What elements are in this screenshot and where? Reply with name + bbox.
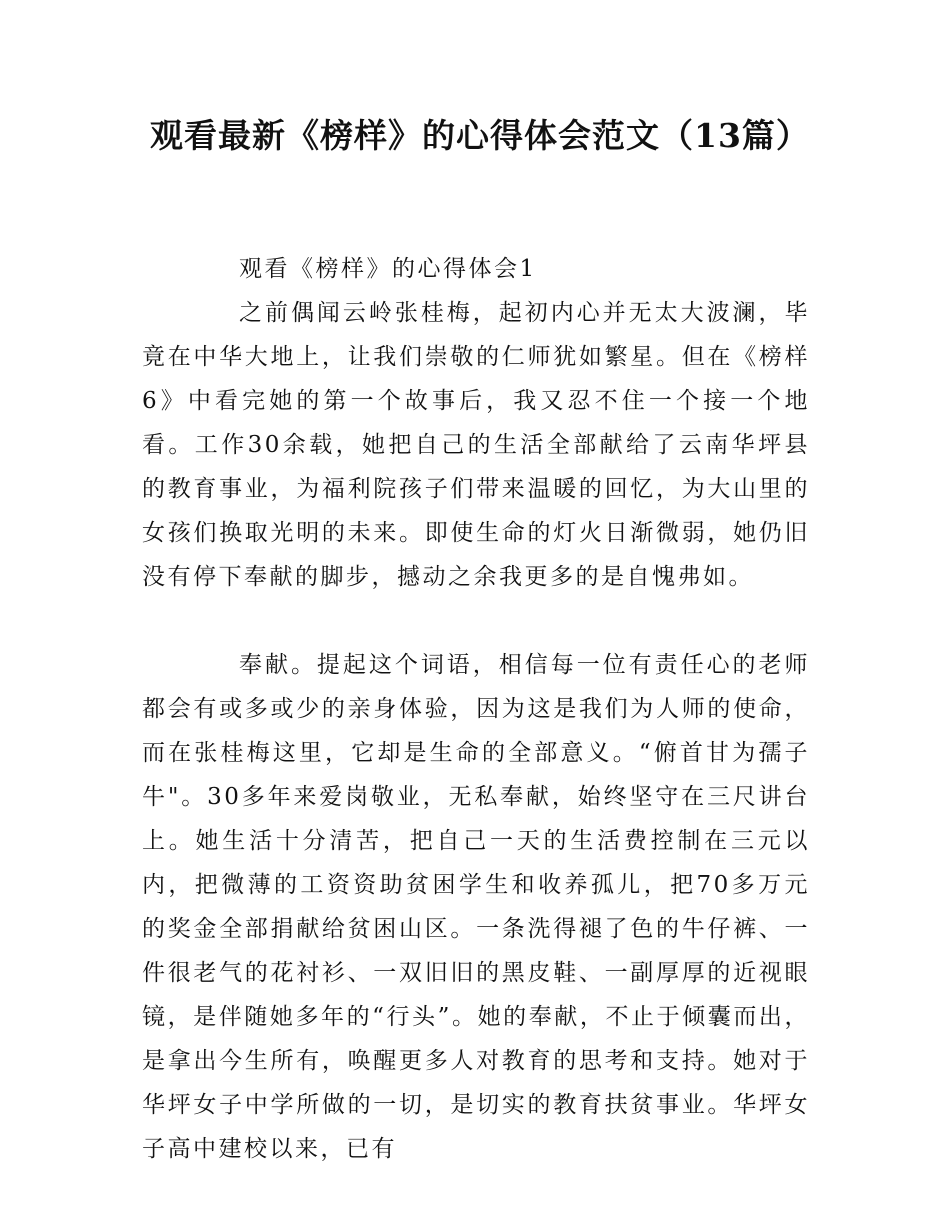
document-title: 观看最新《榜样》的心得体会范文（13篇） — [150, 116, 810, 155]
document-body — [142, 247, 810, 1171]
section-heading: 观看《榜样》的心得体会1 — [239, 256, 537, 282]
paragraph-2: 奉献。提起这个词语，相信每一位有责任心的老师都会有或多或少的亲身体验，因为这是我们为人师的使命，而在张桂梅这里，它却是生命的全部意义。“俯首甘为孺子牛"。30多年来爱岗敬业，无私奉献，始终坚守在三尺讲台上。她生活十分清苦，把自己一天的生活费控制在三元以内，把微薄的工资资助贫困学生和收养孤儿，把70多万元的奖金全部捐献给贫困山区。一条洗得褪了色的牛仔裤、一件很老气的花衬衫、一双旧旧的黑皮鞋、一副厚厚的近视眼镜，是伴随她多年的“行头”。她的奉献，不止于倾囊而出，是拿出今生所有，唤醒更多人对教育的思考和支持。她对于华坪女子中学所做的一切，是切实的教育扶贫事业。华坪女子高中建校以来，已有 — [142, 652, 810, 1162]
paragraph-1: 之前偶闻云岭张桂梅，起初内心并无太大波澜，毕竟在中华大地上，让我们崇敬的仁师犹如繁星。但在《榜样6》中看完她的第一个故事后，我又忍不住一个接一个地看。工作30余载，她把自己的生活全部献给了云南华坪县的教育事业，为福利院孩子们带来温暖的回忆，为大山里的女孩们换取光明的未来。即使生命的灯火日渐微弱，她仍旧没有停下奉献的脚步，撼动之余我更多的是自愧弗如。 — [142, 300, 810, 590]
